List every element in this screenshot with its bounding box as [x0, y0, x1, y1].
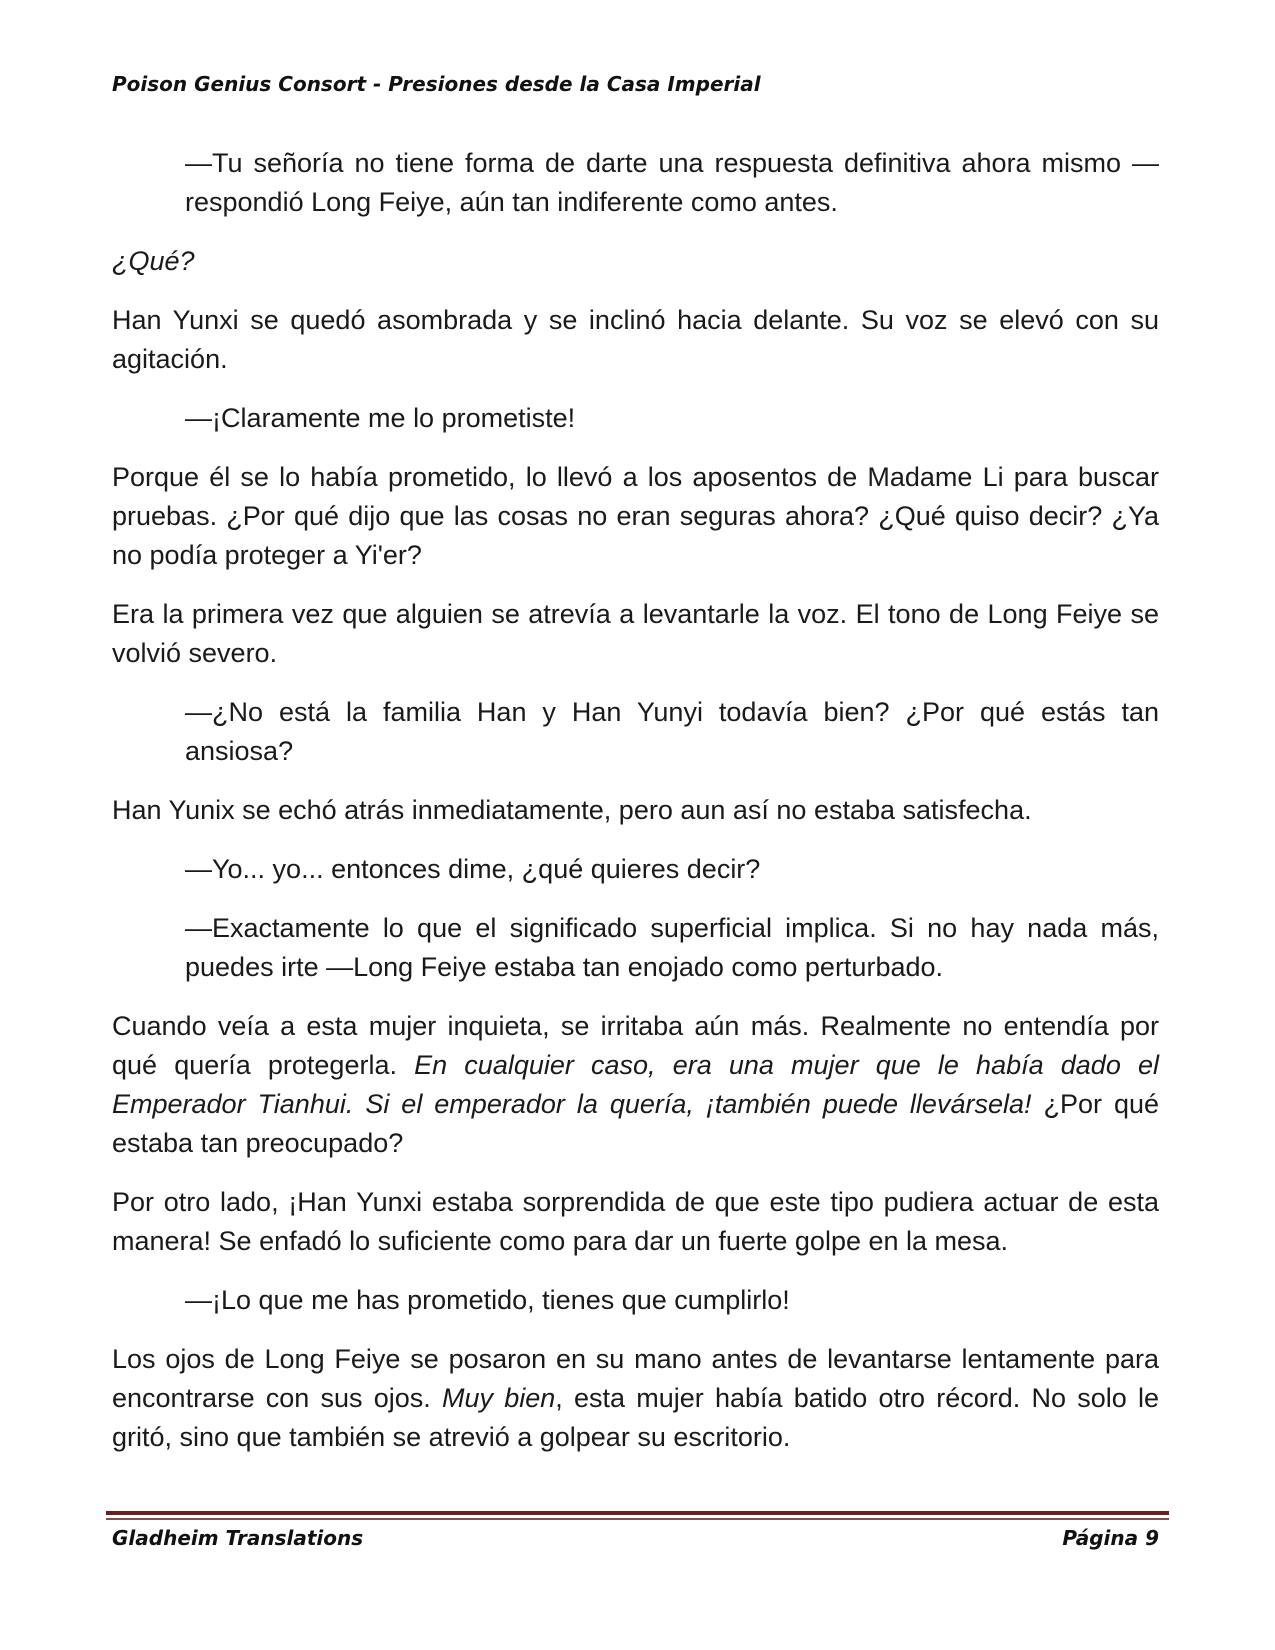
dialog-paragraph: —¡Lo que me has prometido, tienes que cumplirlo! [185, 1285, 790, 1315]
paragraph: Porque él se lo había prometido, lo llevó a los aposentos de Madame Li para buscar pruebas. ¿Por qué dijo que las cosas no eran seguras ahora? ¿Qué quiso decir? ¿Ya no podía proteger a Yi'er? [112, 462, 1159, 570]
italic-text: Muy bien [442, 1383, 556, 1413]
paragraph [112, 1340, 1159, 1457]
paragraph: Han Yunix se echó atrás inmediatamente, pero aun así no estaba satisfecha. [112, 795, 1032, 825]
dialog-paragraph: —Exactamente lo que el significado superficial implica. Si no hay nada más, puedes irte —Long Feiye estaba tan enojado como perturbado. [185, 913, 1159, 982]
text-span: , esta mujer había batido otro récord. No solo le gritó, sino que también se atrevió a golpear su escritorio. [112, 1383, 1160, 1452]
footer-divider-thin [106, 1518, 1169, 1520]
dialog-paragraph: —¿No está la familia Han y Han Yunyi todavía bien? ¿Por qué estás tan ansiosa? [185, 697, 1159, 766]
paragraph [112, 242, 1159, 281]
text-span: ¿Por qué estaba tan preocupado? [112, 1089, 1160, 1158]
paragraph: Era la primera vez que alguien se atrevía a levantarle la voz. El tono de Long Feiye se volvió severo. [112, 599, 1159, 668]
page-header: Poison Genius Consort - Presiones desde la Casa Imperial [112, 72, 761, 96]
italic-text: En cualquier caso, era una mujer que le había dado el Emperador Tianhui. Si el emperador la quería, ¡también puede llevársela! [112, 1050, 1159, 1119]
dialog-paragraph: —¡Claramente me lo prometiste! [185, 403, 576, 433]
footer-publisher: Gladheim Translations [112, 1526, 364, 1550]
body-text [112, 144, 1159, 1477]
text-span: Los ojos de Long Feiye se posaron en su mano antes de levantarse lentamente para encontrarse con sus ojos. [112, 1344, 1159, 1413]
dialog-paragraph: —Tu señoría no tiene forma de darte una respuesta definitiva ahora mismo — respondió Long Feiye, aún tan indiferente como antes. [185, 148, 1159, 217]
page-number: Página 9 [1062, 1526, 1159, 1550]
footer-divider [106, 1511, 1169, 1515]
paragraph [112, 1007, 1159, 1163]
dialog-paragraph: —Yo... yo... entonces dime, ¿qué quieres decir? [185, 854, 761, 884]
text-span: Cuando veía a esta mujer inquieta, se irritaba aún más. Realmente no entendía por qué quería protegerla. [112, 1011, 1159, 1080]
paragraph: Han Yunxi se quedó asombrada y se inclinó hacia delante. Su voz se elevó con su agitación. [112, 305, 1159, 374]
paragraph: Por otro lado, ¡Han Yunxi estaba sorprendida de que este tipo pudiera actuar de esta manera! Se enfadó lo suficiente como para dar un fuerte golpe en la mesa. [112, 1187, 1159, 1256]
italic-text: ¿Qué? [112, 246, 195, 276]
